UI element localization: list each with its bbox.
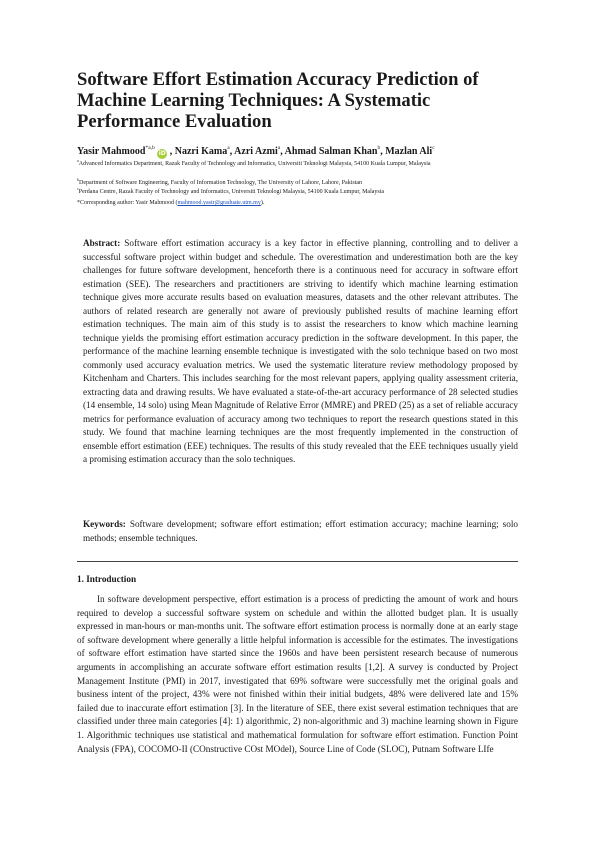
section-heading: 1. Introduction xyxy=(77,574,137,584)
affil-text: Department of Software Engineering, Faculty of Information Technology, The University of Lahore, Lahore, Pakistan xyxy=(79,180,363,186)
affil-mark: b xyxy=(77,177,79,182)
author-name[interactable]: Nazri Kama xyxy=(174,146,228,157)
paper-title: Software Effort Estimation Accuracy Prediction of Machine Learning Techniques: A Systematic Performance Evaluation xyxy=(77,69,479,132)
abstract-label: Abstract: xyxy=(83,238,121,248)
affil-text: Advanced Informatics Department, Razak Faculty of Technology and Informatics, Universiti Teknologi Malaysia, 54100 Kuala Lumpur, Malaysia xyxy=(78,161,431,167)
affiliation xyxy=(77,157,537,169)
affil-text: Perdana Centre, Razak Faculty of Technology and Informatics, Universiti Teknologi Malaysia, 54100 Kuala Lumpur, Malaysia xyxy=(78,189,385,195)
affil-mark: a xyxy=(77,158,79,163)
author-list: Yasir Mahmood$^{*a,b}$ iD , Nazri Kama$^a$, Azri Azmi$^a$, Ahmad Salman Khan$^b$, Mazlan Ali$^c$ xyxy=(77,145,435,157)
keywords-text: Software development; software effort estimation; effort estimation accuracy; machine learning; solo methods; ensemble techniques. xyxy=(83,519,518,543)
author-name[interactable]: Ahmad Salman Khan xyxy=(284,146,378,157)
author-name[interactable]: Yasir Mahmood xyxy=(77,146,146,157)
author-affil-mark: b xyxy=(377,145,381,151)
abstract xyxy=(83,237,518,467)
corresponding-email-link[interactable]: mahmood.yasir@graduate.utm.my xyxy=(177,200,261,206)
keywords-label: Keywords: xyxy=(83,519,126,529)
corresponding-author xyxy=(77,199,537,208)
author-affil-mark: *a,b xyxy=(145,145,155,151)
author-affil-mark: a xyxy=(227,145,230,151)
corresponding-suffix: ). xyxy=(260,200,265,206)
orcid-icon[interactable]: iD xyxy=(158,150,166,157)
corresponding-prefix: *Corresponding author: Yasir Mahmood ( xyxy=(77,200,178,206)
abstract-text: Software effort estimation accuracy is a key factor in effective planning, controlling and to deliver a successful software project within budget and schedule. The overestimation and underestimation both are the key challenges for future software development, henceforth there is a continuous need for accuracy in software effort estimation (SEE). The researchers and practitioners are striving to identify which machine learning estimation technique gives more accurate results based on evaluation measures, datasets and the other relevant attributes. The authors of related research are generally not aware of previously published results of machine learning effort estimation techniques. The main aim of this study is to assist the researchers to know which machine learning technique yields the promising effort estimation accuracy prediction in the software development. In this paper, the performance of the machine learning ensemble technique is investigated with the solo technique based on two most commonly used accuracy evaluation metrics. We used the systematic literature review methodology proposed by Kitchenham and Charters. This includes searching for the most relevant papers, applying quality assessment criteria, extracting data and drawing results. We have evaluated a state-of-the-art accuracy performance of 28 selected studies (14 ensemble, 14 solo) using Mean Magnitude of Relative Error (MMRE) and PRED (25) as a set of reliable accuracy metrics for performance evaluation of accuracy among two techniques to report the research questions stated in this study. We found that machine learning techniques are the most frequently implemented in the construction of ensemble effort estimation (EEE) techniques. The results of this study revealed that the EEE techniques usually yield a promising estimation accuracy than the solo techniques. xyxy=(83,238,519,464)
author-name[interactable]: Azri Azmi xyxy=(234,146,278,157)
section-divider xyxy=(77,561,518,562)
affiliation xyxy=(77,185,537,197)
author-name[interactable]: Mazlan Ali xyxy=(385,146,433,157)
keywords xyxy=(83,518,518,545)
affil-mark: c xyxy=(77,186,79,191)
author-affil-mark: a xyxy=(277,145,281,151)
intro-paragraph: In software development perspective, effort estimation is a process of predicting the amount of work and hours required to develop a successful software system on schedule and within the allotted budget plan. It is usually expressed in man-hours or man-months unit. The software effort estimation process is normally done at an early stage of software development where generally a little helpful information is accessible for the estimates. The investigations of software effort estimation have started since the 1960s and have been persistent research because of numerous arguments in accomplishing an accurate software effort estimation results [1,2]. A survey is conducted by Project Management Institute (PMI) in 2017, investigated that 69% software were successfully met the original goals and business intent of the project, 43% were not finished within their initial budgets, 48% were delivered late and 15% failed due to inaccurate effort estimation [3]. In the literature of SEE, there exist several estimation techniques that are classified under three main categories [4]: 1) algorithmic, 2) non-algorithmic and 3) machine learning shown in Figure 1. Algorithmic techniques use statistical and mathematical formulation for software effort estimation. Function Point Analysis (FPA), COCOMO-II (COnstructive COst MOdel), Source Line of Code (SLOC), Putnam Software LIfe xyxy=(77,594,518,754)
author-affil-mark: c xyxy=(432,145,435,151)
